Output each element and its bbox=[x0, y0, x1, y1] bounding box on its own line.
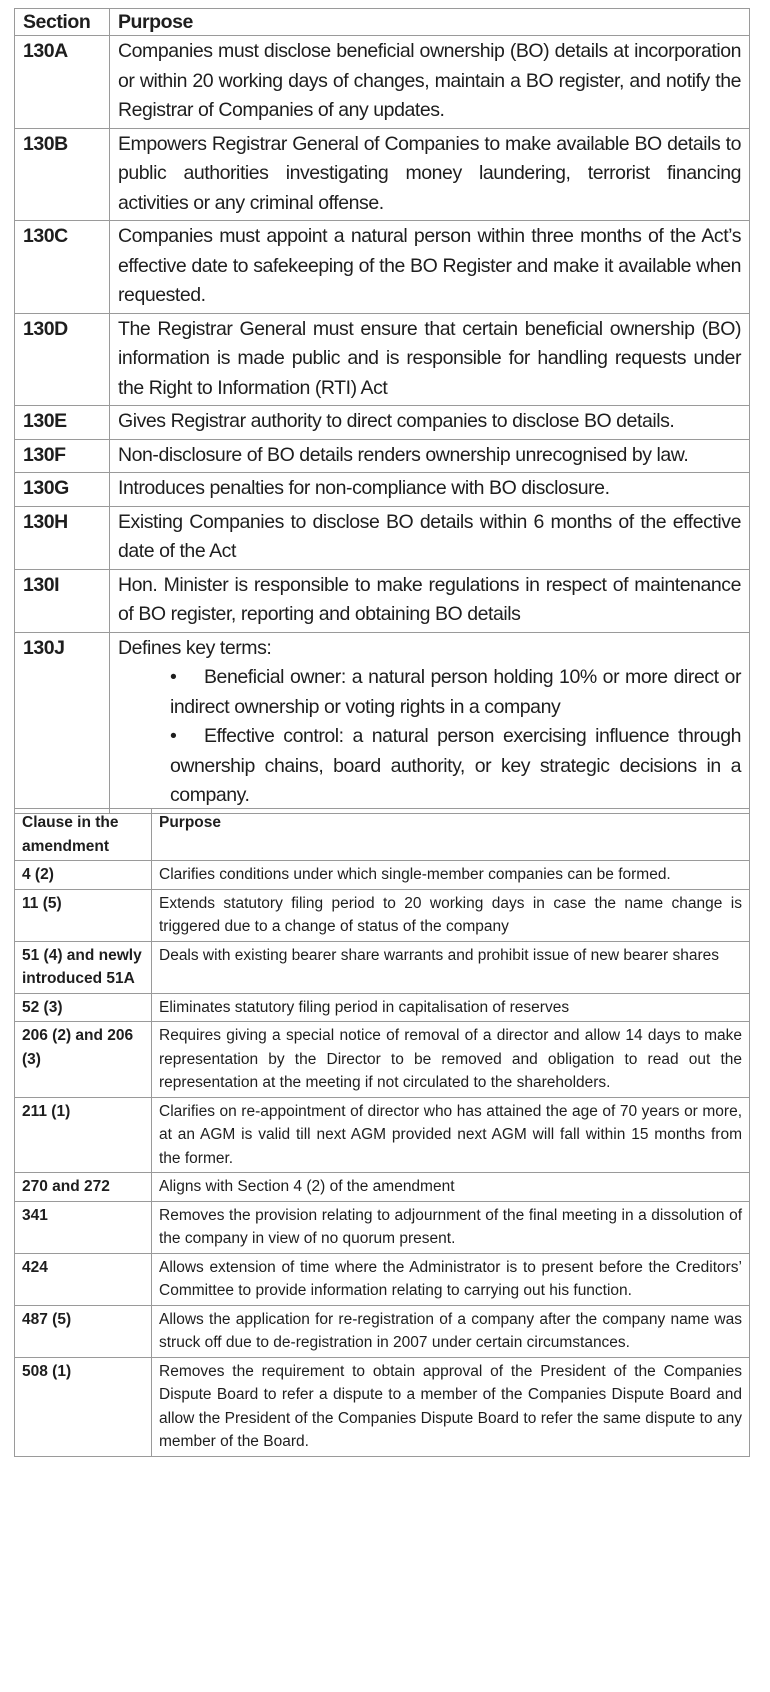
table-row bbox=[15, 1022, 750, 1098]
purpose-cell: Requires giving a special notice of removal of a director and allow 14 days to make representation by the Director to be removed and obligation to read out the representation at the meeting if not circulated to the shareholders. bbox=[152, 1022, 750, 1098]
section-cell: 130J bbox=[15, 632, 110, 813]
purpose-cell: Companies must disclose beneficial ownership (BO) details at incorporation or within 20 working days of changes, maintain a BO register, and notify the Registrar of Companies of any updates. bbox=[110, 36, 750, 129]
clause-cell: 4 (2) bbox=[15, 861, 152, 890]
table-row bbox=[15, 1173, 750, 1202]
clause-cell: 508 (1) bbox=[15, 1357, 152, 1456]
purpose-cell: Aligns with Section 4 (2) of the amendment bbox=[152, 1173, 750, 1202]
table-row bbox=[15, 941, 750, 993]
table-row bbox=[15, 36, 750, 129]
clause-cell: 487 (5) bbox=[15, 1305, 152, 1357]
clause-cell: 211 (1) bbox=[15, 1097, 152, 1173]
purpose-cell: Deals with existing bearer share warrants and prohibit issue of new bearer shares bbox=[152, 941, 750, 993]
section-cell: 130C bbox=[15, 221, 110, 314]
table-row bbox=[15, 1253, 750, 1305]
table-row bbox=[15, 473, 750, 507]
clause-column-header: Clause in the amendment bbox=[15, 809, 152, 861]
purpose-column-header: Purpose bbox=[152, 809, 750, 861]
table-row bbox=[15, 993, 750, 1022]
purpose-cell: Extends statutory filing period to 20 working days in case the name change is triggered due to a change of status of the company bbox=[152, 889, 750, 941]
purpose-cell bbox=[110, 632, 750, 813]
table-row bbox=[15, 1201, 750, 1253]
clause-cell: 270 and 272 bbox=[15, 1173, 152, 1202]
purpose-cell: Eliminates statutory filing period in capitalisation of reserves bbox=[152, 993, 750, 1022]
section-cell: 130I bbox=[15, 569, 110, 632]
clause-cell: 52 (3) bbox=[15, 993, 152, 1022]
section-cell: 130G bbox=[15, 473, 110, 507]
table-row bbox=[15, 221, 750, 314]
sections-table bbox=[14, 8, 750, 814]
purpose-cell: Non-disclosure of BO details renders ownership unrecognised by law. bbox=[110, 439, 750, 473]
table-row bbox=[15, 506, 750, 569]
clause-cell: 206 (2) and 206 (3) bbox=[15, 1022, 152, 1098]
clause-cell: 51 (4) and newly introduced 51A bbox=[15, 941, 152, 993]
table-row bbox=[15, 1097, 750, 1173]
purpose-cell: Removes the provision relating to adjournment of the final meeting in a dissolution of the company in view of no quorum present. bbox=[152, 1201, 750, 1253]
clause-cell: 341 bbox=[15, 1201, 152, 1253]
purpose-column-header: Purpose bbox=[110, 9, 750, 36]
section-cell: 130E bbox=[15, 406, 110, 440]
section-cell: 130H bbox=[15, 506, 110, 569]
purpose-cell: Allows the application for re-registration of a company after the company name was struck off due to de-registration in 2007 under certain circumstances. bbox=[152, 1305, 750, 1357]
definitions-intro: Defines key terms: bbox=[118, 636, 272, 659]
purpose-cell: Hon. Minister is responsible to make regulations in respect of maintenance of BO register, reporting and obtaining BO details bbox=[110, 569, 750, 632]
purpose-cell: Allows extension of time where the Administrator is to present before the Creditors’ Committee to provide information relating to carrying out his function. bbox=[152, 1253, 750, 1305]
table-row bbox=[15, 439, 750, 473]
purpose-cell: Introduces penalties for non-compliance with BO disclosure. bbox=[110, 473, 750, 507]
table-row bbox=[15, 861, 750, 890]
bullet-text: Effective control: a natural person exercising influence through ownership chains, board authority, or key strategic decisions in a company. bbox=[170, 725, 741, 806]
clause-cell: 11 (5) bbox=[15, 889, 152, 941]
purpose-cell: Companies must appoint a natural person within three months of the Act’s effective date to safekeeping of the BO Register and make it available when requested. bbox=[110, 221, 750, 314]
bullet-icon: • bbox=[170, 725, 177, 747]
bullet-text: Beneficial owner: a natural person holding 10% or more direct or indirect ownership or voting rights in a company bbox=[170, 666, 741, 718]
table-row bbox=[15, 632, 750, 813]
table-header-row bbox=[15, 9, 750, 36]
table-row bbox=[15, 569, 750, 632]
table-row bbox=[15, 889, 750, 941]
purpose-cell: Empowers Registrar General of Companies to make available BO details to public authorities investigating money laundering, terrorist financing activities or any criminal offense. bbox=[110, 128, 750, 221]
section-cell: 130F bbox=[15, 439, 110, 473]
purpose-cell: Gives Registrar authority to direct companies to disclose BO details. bbox=[110, 406, 750, 440]
section-cell: 130D bbox=[15, 313, 110, 406]
section-column-header: Section bbox=[15, 9, 110, 36]
purpose-cell: Removes the requirement to obtain approval of the President of the Companies Dispute Board to refer a dispute to a member of the Companies Dispute Board and allow the President of the Companies Dispute Board to refer the same dispute to any member of the Board. bbox=[152, 1357, 750, 1456]
section-cell: 130B bbox=[15, 128, 110, 221]
purpose-cell: The Registrar General must ensure that certain beneficial ownership (BO) information is made public and is responsible for handling requests under the Right to Information (RTI) Act bbox=[110, 313, 750, 406]
purpose-cell: Existing Companies to disclose BO details within 6 months of the effective date of the Act bbox=[110, 506, 750, 569]
bullet-icon: • bbox=[170, 666, 177, 688]
table-row bbox=[15, 1305, 750, 1357]
table-row bbox=[15, 1357, 750, 1456]
table-row bbox=[15, 128, 750, 221]
table-header-row bbox=[15, 809, 750, 861]
bullet-item bbox=[118, 663, 741, 722]
table-row bbox=[15, 313, 750, 406]
bullet-item bbox=[118, 722, 741, 811]
clause-cell: 424 bbox=[15, 1253, 152, 1305]
table-row bbox=[15, 406, 750, 440]
amendment-clauses-table bbox=[14, 808, 750, 1457]
purpose-cell: Clarifies on re-appointment of director who has attained the age of 70 years or more, at an AGM is valid till next AGM provided next AGM will fall within 15 months from the former. bbox=[152, 1097, 750, 1173]
section-cell: 130A bbox=[15, 36, 110, 129]
purpose-cell: Clarifies conditions under which single-member companies can be formed. bbox=[152, 861, 750, 890]
